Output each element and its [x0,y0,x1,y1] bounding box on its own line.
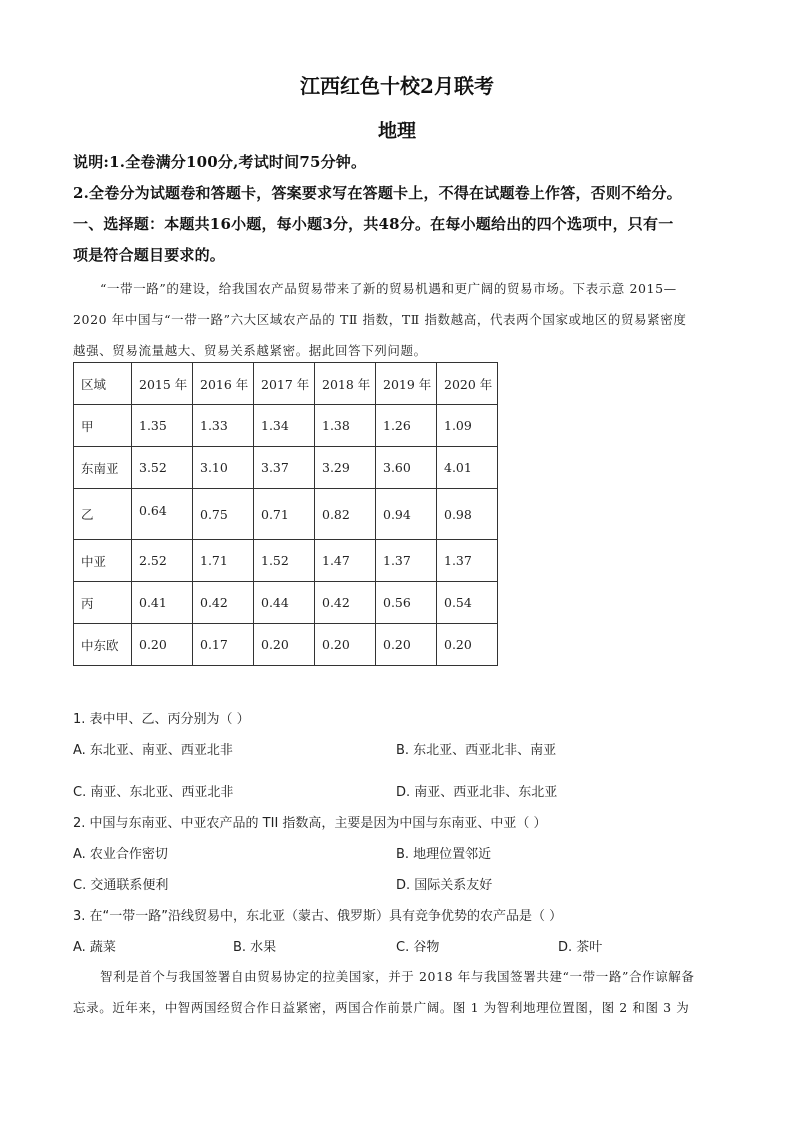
table-cell: 0.20 [437,624,498,666]
table-cell: 0.82 [315,489,376,540]
table-row [74,447,498,489]
table-cell: 1.26 [376,405,437,447]
question-1-option-a[interactable]: A. 东北亚、南亚、西亚北非 [73,743,233,758]
table-cell: 中亚 [74,540,132,582]
table-cell: 1.37 [437,540,498,582]
table-cell: 0.17 [193,624,254,666]
table-header-cell: 2017 年 [254,363,315,405]
question-3-option-b[interactable]: B. 水果 [233,940,277,955]
table-cell: 0.94 [376,489,437,540]
table-cell: 1.09 [437,405,498,447]
table-header-cell: 2015 年 [132,363,193,405]
table-cell: 1.38 [315,405,376,447]
table-row [74,489,498,540]
table-cell: 东南亚 [74,447,132,489]
question-2-option-b[interactable]: B. 地理位置邻近 [396,847,492,862]
passage-1-line-2: 2020 年中国与“一带一路”六大区域农产品的 TⅡ 指数，TⅡ 指数越高，代表两个国家或地区的贸易紧密度 [73,312,687,327]
table-cell: 0.41 [132,582,193,624]
table-cell: 0.20 [315,624,376,666]
question-2-option-c[interactable]: C. 交通联系便利 [73,878,169,893]
question-1-stem: 1. 表中甲、乙、丙分别为（ ） [73,712,250,727]
question-2-stem: 2. 中国与东南亚、中亚农产品的 TII 指数高，主要是因为中国与东南亚、中亚（ ） [73,816,547,831]
instruction-line-2: 2.全卷分为试题卷和答题卡，答案要求写在答题卡上，不得在试题卷上作答，否则不给分。 [73,184,682,202]
table-cell [132,489,193,540]
table-header-row [74,363,498,405]
passage-2-line-1: 智利是首个与我国签署自由贸易协定的拉美国家，并于 2018 年与我国签署共建“一带一路”合作谅解备 [100,969,695,984]
table-cell: 0.71 [254,489,315,540]
table-cell: 3.60 [376,447,437,489]
question-1-option-d[interactable]: D. 南亚、西亚北非、东北亚 [396,785,558,800]
table-cell: 3.10 [193,447,254,489]
table-cell: 乙 [74,489,132,540]
table-row [74,582,498,624]
table-row [74,624,498,666]
table-cell: 0.54 [437,582,498,624]
table-cell: 1.34 [254,405,315,447]
table-cell: 0.98 [437,489,498,540]
table-header-cell: 2019 年 [376,363,437,405]
table-cell: 2.52 [132,540,193,582]
question-1-option-c[interactable]: C. 南亚、东北亚、西亚北非 [73,785,234,800]
passage-1-line-1: “一带一路”的建设，给我国农产品贸易带来了新的贸易机遇和更广阔的贸易市场。下表示意 2015— [100,281,677,296]
section-heading-line-2: 项是符合题目要求的。 [73,246,226,264]
table-cell: 0.42 [315,582,376,624]
subject-title: 地理 [377,120,416,142]
table-cell: 甲 [74,405,132,447]
table-row [74,540,498,582]
question-3-stem: 3. 在“一带一路”沿线贸易中，东北亚（蒙古、俄罗斯）具有竞争优势的农产品是（ ） [73,909,563,924]
table-cell: 3.29 [315,447,376,489]
table-cell: 0.20 [376,624,437,666]
exam-title: 江西红色十校2月联考 [300,74,494,98]
table-cell: 0.75 [193,489,254,540]
table-cell: 中东欧 [74,624,132,666]
table-cell: 4.01 [437,447,498,489]
instruction-line-1: 说明:1.全卷满分100分,考试时间75分钟。 [73,153,367,171]
question-2-option-a[interactable]: A. 农业合作密切 [73,847,168,862]
question-1-option-b[interactable]: B. 东北亚、西亚北非、南亚 [396,743,557,758]
table-cell: 0.20 [254,624,315,666]
question-2-option-d[interactable]: D. 国际关系友好 [396,878,493,893]
table-cell: 1.37 [376,540,437,582]
table-cell-value: 0.64 [139,502,167,518]
table-cell: 0.42 [193,582,254,624]
table-cell: 丙 [74,582,132,624]
passage-1-line-3: 越强、贸易流量越大、贸易关系越紧密。据此回答下列问题。 [73,343,427,358]
table-cell: 1.33 [193,405,254,447]
table-cell: 1.52 [254,540,315,582]
table-header-cell: 2018 年 [315,363,376,405]
table-cell: 0.20 [132,624,193,666]
table-row [74,405,498,447]
table-cell: 3.52 [132,447,193,489]
question-3-option-d[interactable]: D. 茶叶 [558,940,603,955]
table-cell: 1.35 [132,405,193,447]
table-header-cell: 2020 年 [437,363,498,405]
section-heading-line-1: 一、选择题：本题共16小题，每小题3分，共48分。在每小题给出的四个选项中，只有一 [73,215,674,233]
table-header-cell: 2016 年 [193,363,254,405]
tii-index-table [73,362,498,666]
question-3-option-a[interactable]: A. 蔬菜 [73,940,116,955]
table-cell: 0.56 [376,582,437,624]
table-cell: 3.37 [254,447,315,489]
table-cell: 1.71 [193,540,254,582]
question-3-option-c[interactable]: C. 谷物 [396,940,440,955]
table-header-cell: 区域 [74,363,132,405]
table-cell: 1.47 [315,540,376,582]
table-cell: 0.44 [254,582,315,624]
passage-2-line-2: 忘录。近年来，中智两国经贸合作日益紧密，两国合作前景广阔。图 1 为智利地理位置图，图 2 和图 3 为 [73,1000,690,1015]
